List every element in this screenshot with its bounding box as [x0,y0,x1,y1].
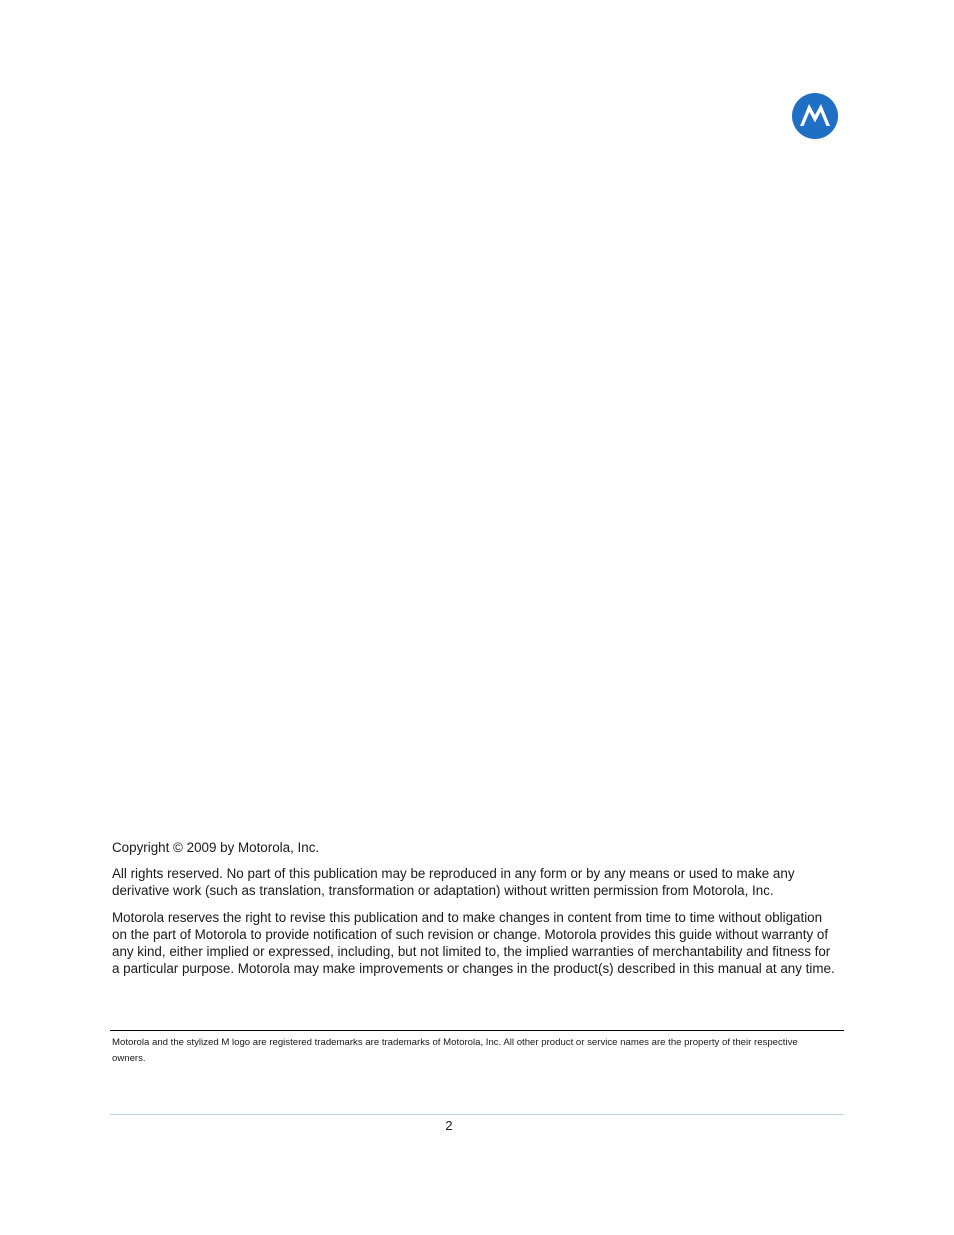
copyright-line: Copyright © 2009 by Motorola, Inc. [112,840,320,855]
trademark-note: Motorola and the stylized M logo are registered trademarks are trademarks of Motorola, Inc. All other product or service names are the property of their respective owners. [112,1037,798,1064]
rights-paragraph: All rights reserved. No part of this publication may be reproduced in any form or by any means or used to make any derivative work (such as translation, transformation or adaptation) without written permission from Motorola, Inc. [112,866,795,899]
motorola-m-logo-icon [792,93,838,139]
legal-notice [112,839,840,986]
page-number: 2 [445,1118,453,1133]
trademark-divider [110,1030,844,1031]
disclaimer-paragraph: Motorola reserves the right to revise this publication and to make changes in content from time to time without obligation on the part of Motorola to provide notification of such revision or change. Motorola provides this guide without warranty of any kind, either implied or expressed, including, but not limited to, the implied warranties of merchantability and fitness for a particular purpose. Motorola may make improvements or changes in the product(s) described in this manual at any time. [112,909,835,977]
footer-divider [110,1114,844,1115]
